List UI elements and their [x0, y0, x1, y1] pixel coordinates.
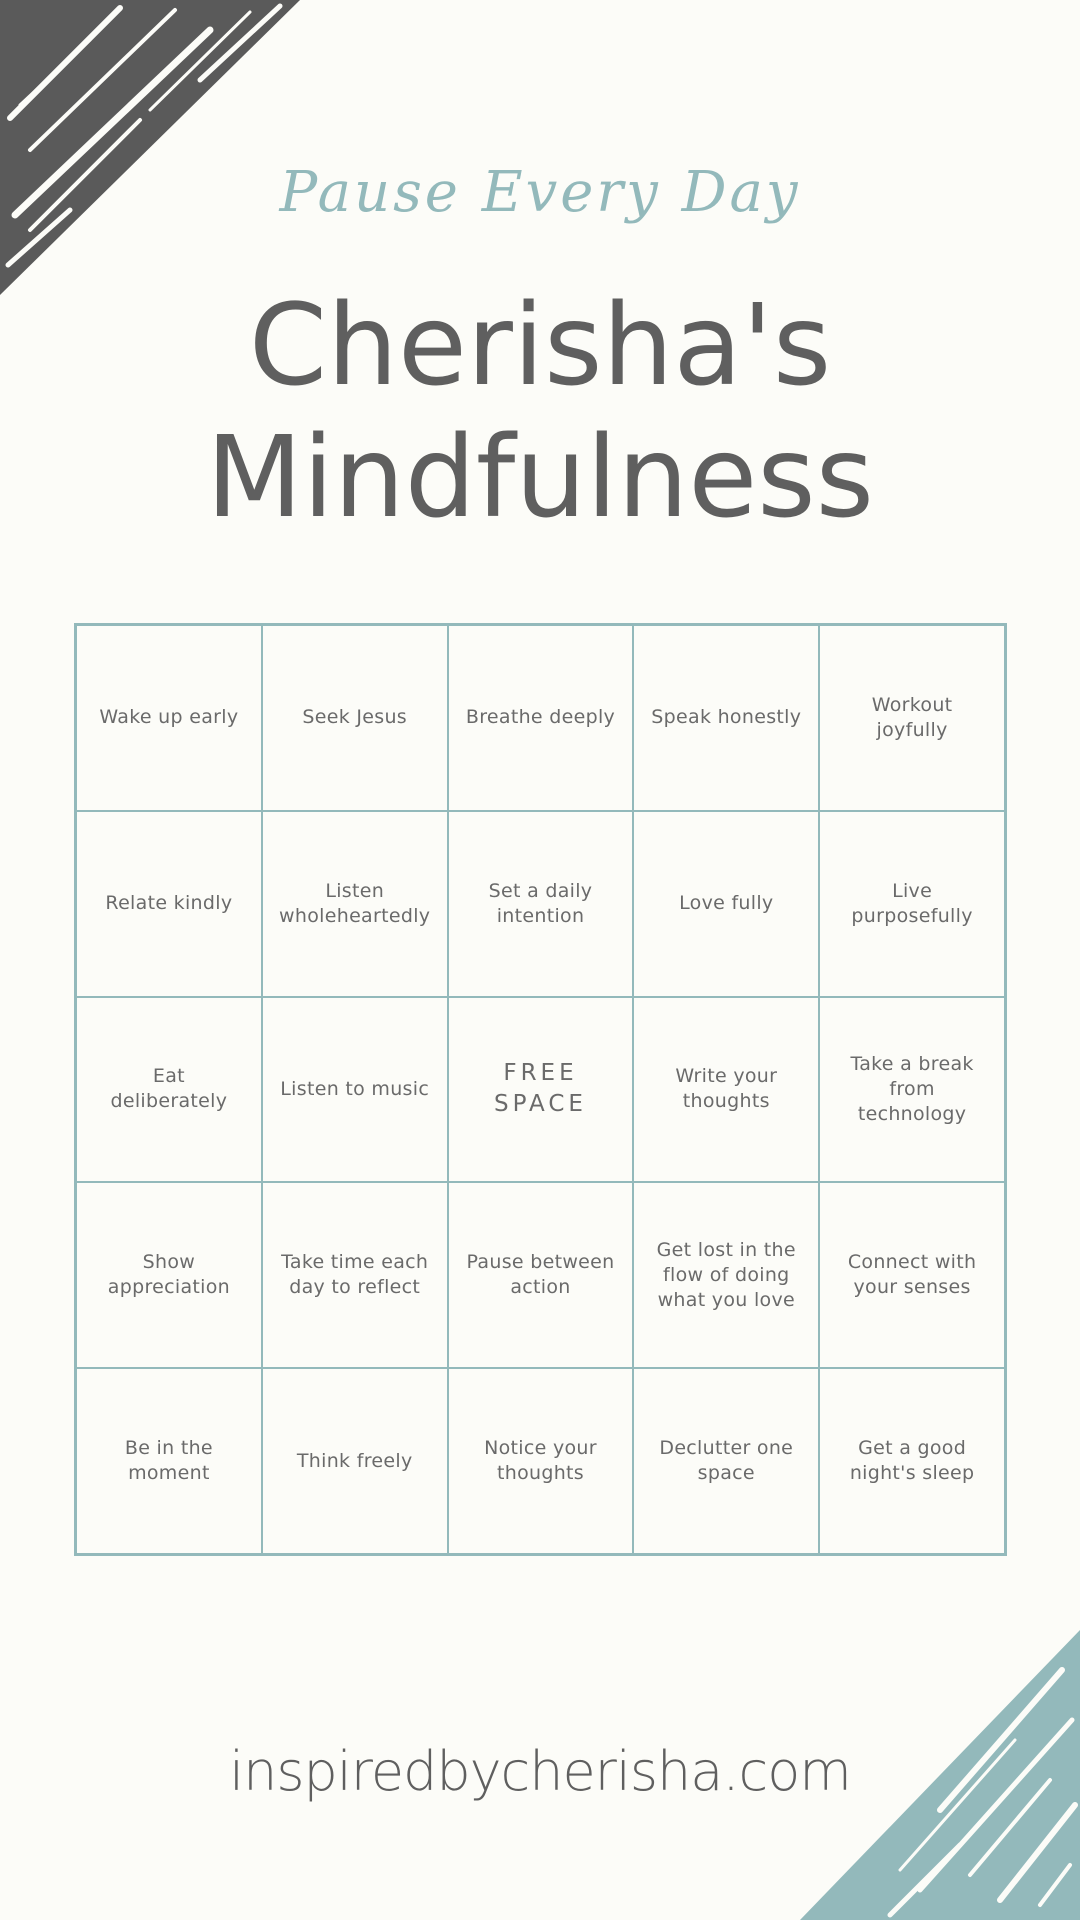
bingo-cell: Think freely	[262, 1368, 448, 1554]
bingo-cell: Workout joyfully	[819, 625, 1005, 811]
bingo-cell: Listen to music	[262, 997, 448, 1183]
bingo-cell: Write your thoughts	[633, 997, 819, 1183]
bingo-cell: Be in the moment	[76, 1368, 262, 1554]
bingo-cell: Speak honestly	[633, 625, 819, 811]
bingo-cell: Relate kindly	[76, 811, 262, 997]
title-line-1: Cherisha's	[248, 281, 832, 411]
bingo-cell: Take time each day to reflect	[262, 1182, 448, 1368]
bingo-cell: Pause between action	[448, 1182, 634, 1368]
bingo-cell: Notice your thoughts	[448, 1368, 634, 1554]
page-title	[0, 280, 1080, 544]
bingo-cell: Listen wholeheartedly	[262, 811, 448, 997]
free-space-cell: FREE SPACE	[448, 997, 634, 1183]
bingo-cell: Live purposefully	[819, 811, 1005, 997]
bingo-cell: Take a break from technology	[819, 997, 1005, 1183]
bingo-cell: Get lost in the flow of doing what you love	[633, 1182, 819, 1368]
bingo-cell: Seek Jesus	[262, 625, 448, 811]
website-footer: inspiredbycherisha.com	[229, 1740, 851, 1803]
bingo-cell: Set a daily intention	[448, 811, 634, 997]
bingo-grid	[74, 623, 1007, 1556]
brush-stroke-top-left-decoration	[0, 0, 310, 300]
bingo-cell: Love fully	[633, 811, 819, 997]
tagline: Pause Every Day	[279, 160, 801, 225]
bingo-cell: Wake up early	[76, 625, 262, 811]
bingo-cell: Show appreciation	[76, 1182, 262, 1368]
title-line-2: Mindfulness	[206, 413, 874, 543]
bingo-cell: Get a good night's sleep	[819, 1368, 1005, 1554]
bingo-cell: Declutter one space	[633, 1368, 819, 1554]
bingo-cell: Connect with your senses	[819, 1182, 1005, 1368]
bingo-cell: Eat deliberately	[76, 997, 262, 1183]
bingo-cell: Breathe deeply	[448, 625, 634, 811]
